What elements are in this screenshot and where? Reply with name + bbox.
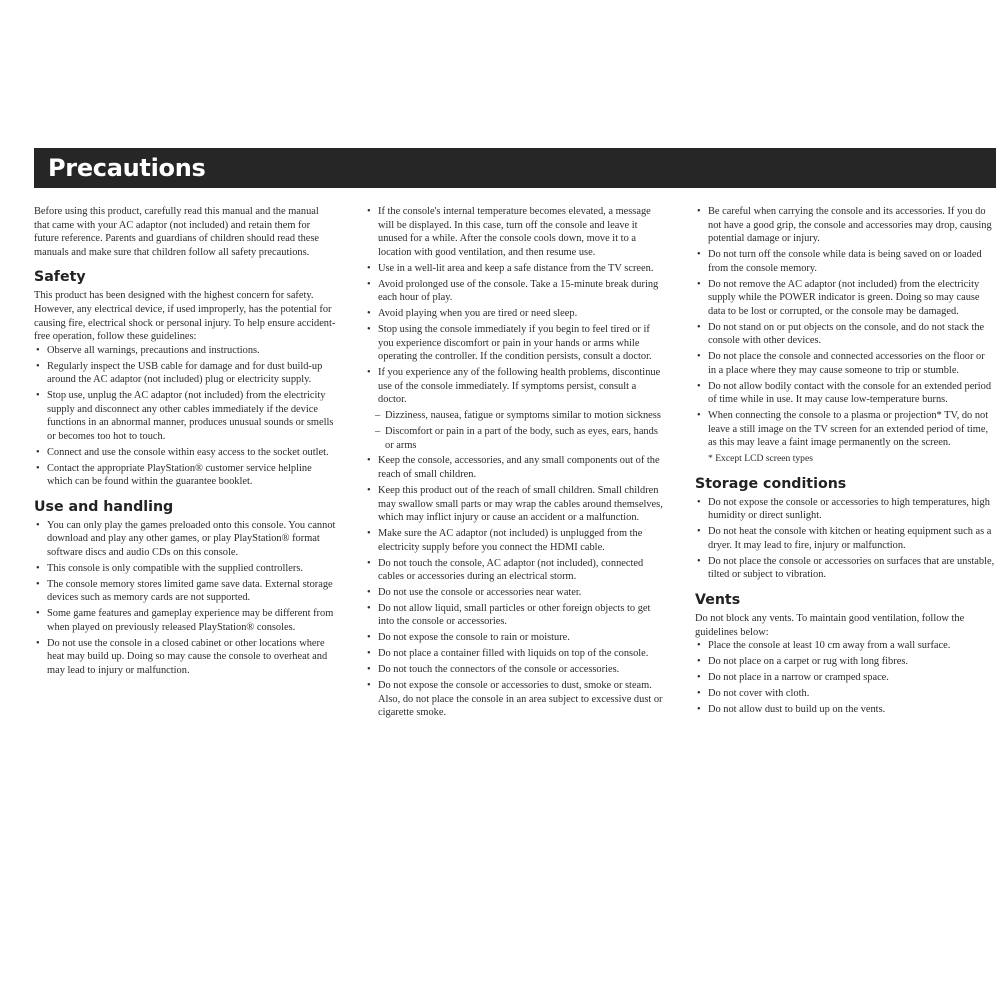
list-item: • Do not heat the console with kitchen or heating equipment such as a dryer. It may lead to fire, injury or malfunction. bbox=[695, 525, 995, 552]
vents-paragraph: Do not block any vents. To maintain good ventilation, follow the guidelines below: bbox=[695, 612, 965, 638]
column-2 bbox=[365, 205, 667, 722]
list-item: • Do not expose the console to rain or moisture. bbox=[365, 631, 667, 645]
list-item: • Make sure the AC adaptor (not included) is unplugged from the electricity supply before you connect the HDMI cable. bbox=[365, 527, 667, 554]
list-item: • Do not allow bodily contact with the console for an extended period of time while in use. It may cause low-temperature burns. bbox=[695, 380, 995, 407]
list-item: • Do not allow dust to build up on the vents. bbox=[695, 703, 995, 717]
list-item: • Use in a well-lit area and keep a safe distance from the TV screen. bbox=[365, 262, 667, 276]
list-item: • Be careful when carrying the console and its accessories. If you do not have a good grip, the console and accessories may drop, causing potential damage or injury. bbox=[695, 205, 995, 246]
storage-list bbox=[695, 496, 995, 582]
list-item: • Do not place on a carpet or rug with long fibres. bbox=[695, 655, 995, 669]
list-item: • If the console's internal temperature becomes elevated, a message will be displayed. In this case, turn off the console and leave it unused for a while. After the console cools down, move it to a location with good ventilation, and then resume use. bbox=[365, 205, 667, 259]
header-bar bbox=[34, 148, 996, 188]
list-item: • Do not turn off the console while data is being saved on or loaded from the console memory. bbox=[695, 248, 995, 275]
list-item: • Do not stand on or put objects on the console, and do not stack the console with other devices. bbox=[695, 321, 995, 348]
list-item: • Stop using the console immediately if you begin to feel tired or if you experience discomfort or pain in your hands or arms while operating the controller. If the condition persists, consult a doctor. bbox=[365, 323, 667, 364]
list-item: • Do not expose the console or accessories to high temperatures, high humidity or direct sunlight. bbox=[695, 496, 995, 523]
list-item: • Connect and use the console within easy access to the socket outlet. bbox=[34, 446, 336, 460]
list-item: • If you experience any of the following health problems, discontinue use of the console immediately. If symptoms persist, consult a doctor. bbox=[365, 366, 667, 407]
list-item: • Keep this product out of the reach of small children. Small children may swallow small parts or may wrap the cables around themselves, which may inflict injury or cause an accident or a malfunction. bbox=[365, 484, 667, 525]
page-title: Precautions bbox=[48, 154, 206, 182]
safety-list bbox=[34, 344, 336, 489]
list-item: • Some game features and gameplay experience may be different from when played on previously released PlayStation® consoles. bbox=[34, 607, 336, 634]
list-item: • Avoid prolonged use of the console. Take a 15-minute break during each hour of play. bbox=[365, 278, 667, 305]
list-item: • Do not use the console or accessories near water. bbox=[365, 586, 667, 600]
list-item: • Do not allow liquid, small particles or other foreign objects to get into the console or accessories. bbox=[365, 602, 667, 629]
list-item: • Do not remove the AC adaptor (not included) from the electricity supply while the POWER indicator is green. Doing so may cause data to be lost or corrupted, or the console may be damaged. bbox=[695, 278, 995, 319]
list-item: • You can only play the games preloaded onto this console. You cannot download and play any other games, or play PlayStation® format software discs and audio CDs on this console. bbox=[34, 519, 336, 560]
intro-paragraph: Before using this product, carefully read this manual and the manual that came with your AC adaptor (not included) and retain them for future reference. Parents and guardians of children should read these manuals and make sure that children follow all safety precautions. bbox=[34, 206, 320, 258]
list-item: • This console is only compatible with the supplied controllers. bbox=[34, 562, 336, 576]
list-item: • Do not touch the connectors of the console or accessories. bbox=[365, 663, 667, 677]
list-item: • Regularly inspect the USB cable for damage and for dust build-up around the AC adaptor (not included) plug or electricity supply. bbox=[34, 360, 336, 387]
list-item: • Do not expose the console or accessories to dust, smoke or steam. Also, do not place the console in an area subject to excessive dust or cigarette smoke. bbox=[365, 679, 667, 720]
list-item: • The console memory stores limited game save data. External storage devices such as memory cards are not supported. bbox=[34, 578, 336, 605]
safety-paragraph: This product has been designed with the highest concern for safety. However, any electrical device, if used improperly, has the potential for causing fire, electrical shock or personal injury. To help ensure accident-free operation, follow these guidelines: bbox=[34, 290, 336, 343]
list-item: • Keep the console, accessories, and any small components out of the reach of small children. bbox=[365, 454, 667, 481]
list-item: • Do not place a container filled with liquids on top of the console. bbox=[365, 647, 667, 661]
sub-list-item: – Dizziness, nausea, fatigue or symptoms similar to motion sickness bbox=[365, 409, 667, 423]
column-1 bbox=[34, 205, 336, 680]
use-handling-list-continued bbox=[365, 205, 667, 720]
list-item: • Contact the appropriate PlayStation® customer service helpline which can be found within the guarantee booklet. bbox=[34, 462, 336, 489]
list-item: • Place the console at least 10 cm away from a wall surface. bbox=[695, 639, 995, 653]
list-item: • Do not touch the console, AC adaptor (not included), connected cables or accessories during an electrical storm. bbox=[365, 557, 667, 584]
column-3 bbox=[695, 205, 995, 719]
list-item: • Avoid playing when you are tired or need sleep. bbox=[365, 307, 667, 321]
list-item: • Do not place in a narrow or cramped space. bbox=[695, 671, 995, 685]
list-item: • When connecting the console to a plasma or projection* TV, do not leave a still image on the TV screen for an extended period of time, as this may leave a faint image permanently on the screen. bbox=[695, 409, 995, 450]
list-item: • Do not place the console and connected accessories on the floor or in a place where they may cause someone to trip or stumble. bbox=[695, 350, 995, 377]
list-item: • Stop use, unplug the AC adaptor (not included) from the electricity supply and disconnect any other cables immediately if the device functions in an abnormal manner, produces unusual sounds or smells or becomes too hot to touch. bbox=[34, 389, 336, 443]
list-item: • Do not cover with cloth. bbox=[695, 687, 995, 701]
footnote: * Except LCD screen types bbox=[708, 453, 813, 465]
vents-heading: Vents bbox=[695, 591, 741, 608]
list-item: • Observe all warnings, precautions and instructions. bbox=[34, 344, 336, 358]
sub-list-item: – Discomfort or pain in a part of the body, such as eyes, ears, hands or arms bbox=[365, 425, 667, 452]
use-handling-heading: Use and handling bbox=[34, 498, 174, 515]
vents-list bbox=[695, 639, 995, 716]
list-item: • Do not use the console in a closed cabinet or other locations where heat may build up. Doing so may cause the console to overheat and may lead to injury or malfunction. bbox=[34, 637, 336, 678]
list-item: • Do not place the console or accessories on surfaces that are unstable, tilted or subject to vibration. bbox=[695, 555, 995, 582]
use-handling-list bbox=[34, 519, 336, 678]
use-handling-list-continued-2 bbox=[695, 205, 995, 466]
safety-heading: Safety bbox=[34, 269, 86, 286]
storage-heading: Storage conditions bbox=[695, 475, 847, 492]
